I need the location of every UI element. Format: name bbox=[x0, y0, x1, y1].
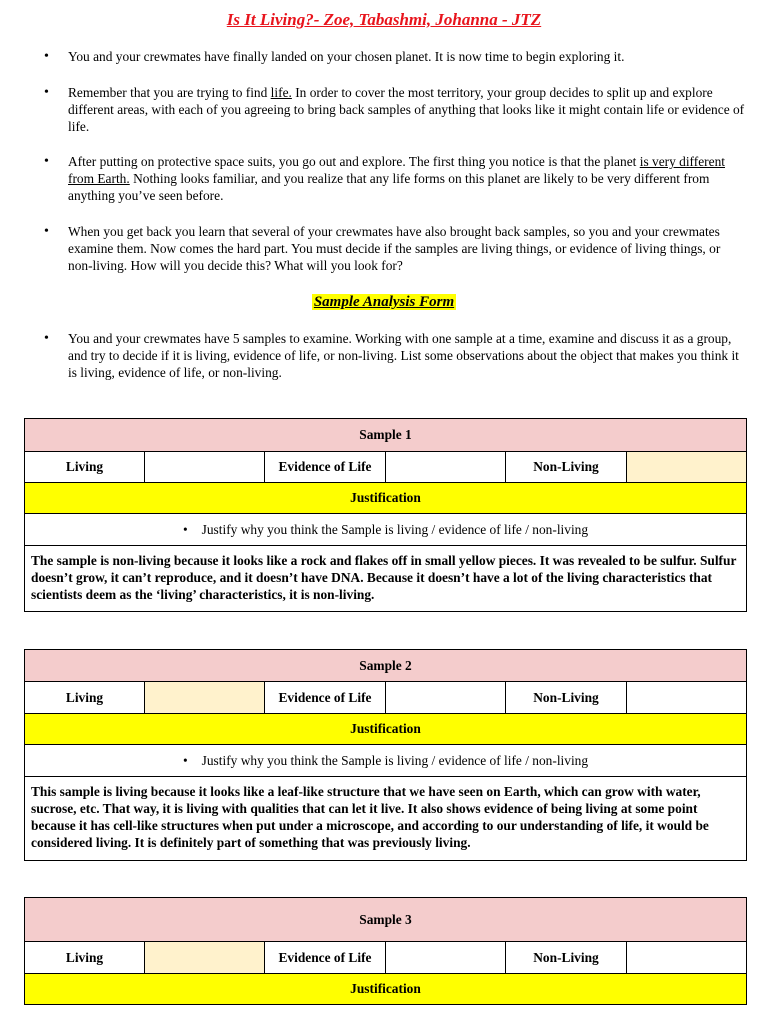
sample-1-nonliving-label: Non-Living bbox=[506, 452, 627, 483]
intro-bullet-3-underlined: is very different from Earth. bbox=[68, 154, 725, 186]
sample-2-justification-header: Justification bbox=[25, 714, 747, 745]
intro-bullet-3 bbox=[68, 153, 748, 204]
sample-2-nonliving-cell[interactable] bbox=[627, 682, 747, 714]
sample-2-nonliving-label: Non-Living bbox=[506, 682, 627, 714]
sample-1-table bbox=[24, 418, 747, 612]
sample-3-living-cell-selected[interactable] bbox=[145, 942, 265, 974]
sample-1-living-cell[interactable] bbox=[145, 452, 265, 483]
intro-bullet-2-text-b: In order to cover the most territory, your group decides to split up and explore different areas, with each of you agreeing to bring back samples of anything that looks like it might contain life or evidence of life. bbox=[68, 85, 745, 134]
sample-1-evidence-label: Evidence of Life bbox=[265, 452, 386, 483]
sample-3-evidence-label: Evidence of Life bbox=[265, 942, 386, 974]
sample-2-answer[interactable]: This sample is living because it looks like a leaf-like structure that we have seen on Earth, which can grow with water, sucrose, etc. That way, it is living with qualities that can let it live. It also shows evidence of being living at some point because it has cell-like structures when put under a microscope, and according to our understanding of life, it would be considered living. It is definitely part of something that was previously living. bbox=[25, 777, 747, 861]
sample-2-evidence-cell[interactable] bbox=[386, 682, 506, 714]
sample-2-evidence-label: Evidence of Life bbox=[265, 682, 386, 714]
bullet-dot: • bbox=[182, 752, 188, 768]
sample-1-nonliving-cell-selected[interactable] bbox=[627, 452, 747, 483]
sample-1-living-label: Living bbox=[25, 452, 145, 483]
sample-1-justification-header: Justification bbox=[25, 483, 747, 514]
sample-1-evidence-cell[interactable] bbox=[386, 452, 506, 483]
sample-1-title: Sample 1 bbox=[25, 419, 747, 452]
sample-2-prompt bbox=[25, 745, 747, 777]
intro-bullet-2-text-a: Remember that you are trying to find bbox=[68, 85, 271, 100]
sample-3-nonliving-label: Non-Living bbox=[506, 942, 627, 974]
form-title bbox=[0, 294, 768, 311]
form-intro-bullet: • You and your crewmates have 5 samples to examine. Working with one sample at a time, examine and discuss it as a group, and try to decide if it is living, evidence of life, or non-living. List some observations about the object that makes you think it is living, evidence of life, or non-living. bbox=[68, 330, 748, 381]
sample-3-title: Sample 3 bbox=[25, 898, 747, 942]
sample-1-answer[interactable]: The sample is non-living because it looks like a rock and flakes off in small yellow pieces. It was revealed to be sulfur. Sulfur doesn’t grow, it can’t reproduce, and it doesn’t have DNA. Because it doesn’t have a lot of the living characteristics that scientists deem as the ‘living’ characteristics, it is non-living. bbox=[25, 546, 747, 612]
intro-bullet-4: • When you get back you learn that several of your crewmates have also brought back samples, so you and your crewmates examine them. Now comes the hard part. You must decide if the samples are living things, or evidence of living things, or non-living. How will you decide this? What will you look for? bbox=[68, 223, 748, 274]
sample-3-justification-header: Justification bbox=[25, 974, 747, 1005]
sample-2-living-label: Living bbox=[25, 682, 145, 714]
sample-2-living-cell-selected[interactable] bbox=[145, 682, 265, 714]
intro-bullet-1: • You and your crewmates have finally landed on your chosen planet. It is now time to begin exploring it. bbox=[68, 48, 748, 65]
sample-3-living-label: Living bbox=[25, 942, 145, 974]
sample-1-prompt bbox=[25, 514, 747, 546]
intro-bullet-3-text-a: After putting on protective space suits, you go out and explore. The first thing you notice is that the planet bbox=[68, 154, 640, 169]
sample-2-title: Sample 2 bbox=[25, 650, 747, 682]
sample-3-evidence-cell[interactable] bbox=[386, 942, 506, 974]
intro-bullet-2 bbox=[68, 84, 748, 135]
form-title-text: Sample Analysis Form bbox=[313, 294, 455, 310]
intro-bullet-3-text-b: Nothing looks familiar, and you realize that any life forms on this planet are likely to be very different from anything you’ve seen before. bbox=[68, 171, 710, 203]
sample-2-table bbox=[24, 649, 747, 861]
sample-3-nonliving-cell[interactable] bbox=[627, 942, 747, 974]
sample-3-table bbox=[24, 897, 747, 1005]
sample-2-prompt-text: Justify why you think the Sample is living / evidence of life / non-living bbox=[201, 752, 589, 768]
intro-bullet-2-underlined: life. bbox=[270, 85, 292, 100]
bullet-dot: • bbox=[182, 521, 188, 537]
sample-1-prompt-text: Justify why you think the Sample is living / evidence of life / non-living bbox=[201, 521, 589, 537]
document-title: Is It Living?- Zoe, Tabashmi, Johanna - JTZ bbox=[226, 10, 542, 29]
